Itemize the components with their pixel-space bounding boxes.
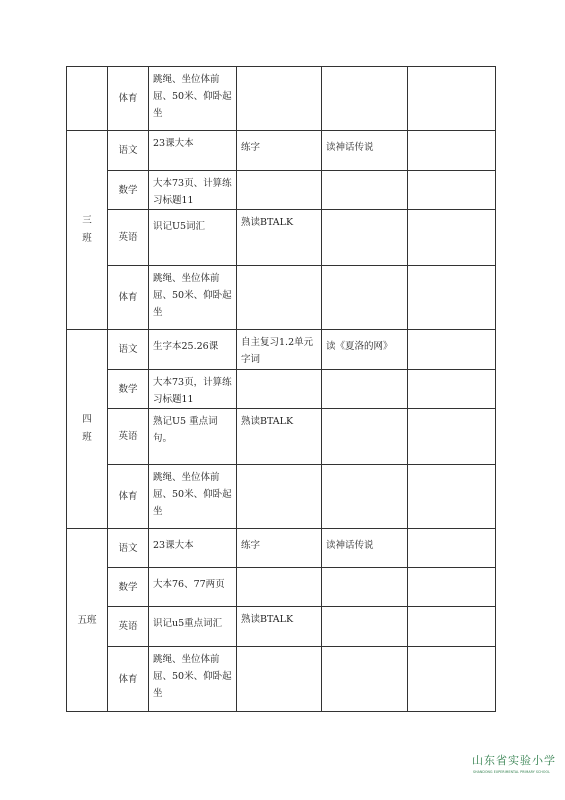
task-cell: 熟读BTALK — [237, 409, 322, 465]
subject-pe: 体育 — [108, 647, 149, 712]
empty-cell — [408, 210, 496, 266]
class-4-cell — [67, 330, 108, 529]
school-logo-name: 山东省实验小学 — [472, 754, 556, 767]
subject-chinese: 语文 — [108, 330, 149, 370]
task-cell — [322, 171, 408, 210]
task-cell: 熟读BTALK — [237, 210, 322, 266]
school-logo-subtitle: SHANDONG EXPERIMENTAL PRIMARY SCHOOL — [473, 770, 550, 774]
task-cell: 读《夏洛的网》 — [322, 330, 408, 370]
empty-cell — [408, 266, 496, 330]
table-row — [67, 607, 496, 647]
school-logo — [470, 746, 565, 786]
empty-cell — [408, 171, 496, 210]
task-cell: 跳绳、坐位体前屈、50米、仰卧起坐 — [149, 266, 237, 330]
task-cell: 跳绳、坐位体前屈、50米、仰卧起坐 — [149, 67, 237, 131]
task-cell — [237, 647, 322, 712]
table-row — [67, 210, 496, 266]
class-3-label-2: 班 — [82, 233, 92, 244]
task-cell: 23课大本 — [149, 529, 237, 568]
subject-english: 英语 — [108, 210, 149, 266]
task-cell — [237, 465, 322, 529]
task-cell — [322, 409, 408, 465]
table-row — [67, 409, 496, 465]
class-4-label-2: 班 — [82, 432, 92, 443]
subject-chinese: 语文 — [108, 131, 149, 171]
table-row — [67, 370, 496, 409]
task-cell: 练字 — [237, 529, 322, 568]
task-cell — [322, 210, 408, 266]
table-row — [67, 568, 496, 607]
empty-cell — [408, 465, 496, 529]
task-cell: 跳绳、坐位体前屈、50米、仰卧起坐 — [149, 465, 237, 529]
task-cell: 识记u5重点词汇 — [149, 607, 237, 647]
empty-cell — [408, 409, 496, 465]
class-cell — [67, 67, 108, 131]
subject-math: 数学 — [108, 568, 149, 607]
task-cell: 大本76、77两页 — [149, 568, 237, 607]
task-cell: 读神话传说 — [322, 529, 408, 568]
task-cell — [322, 568, 408, 607]
class-3-cell — [67, 131, 108, 330]
task-cell: 练字 — [237, 131, 322, 171]
empty-cell — [408, 131, 496, 171]
task-cell: 大本73页，计算练习标题11 — [149, 370, 237, 409]
class-5-cell: 五班 — [67, 529, 108, 712]
task-cell — [322, 67, 408, 131]
task-cell — [322, 370, 408, 409]
empty-cell — [408, 568, 496, 607]
task-cell — [237, 568, 322, 607]
subject-pe: 体育 — [108, 266, 149, 330]
task-cell — [322, 266, 408, 330]
table-row — [67, 171, 496, 210]
task-cell — [237, 370, 322, 409]
table-row — [67, 67, 496, 131]
table-row — [67, 465, 496, 529]
task-cell: 23课大本 — [149, 131, 237, 171]
task-cell — [322, 465, 408, 529]
table-row — [67, 529, 496, 568]
task-cell — [237, 266, 322, 330]
subject-pe: 体育 — [108, 465, 149, 529]
empty-cell — [408, 67, 496, 131]
table-row — [67, 330, 496, 370]
subject-math: 数学 — [108, 370, 149, 409]
empty-cell — [408, 529, 496, 568]
table-row — [67, 266, 496, 330]
class-4-label-1: 四 — [82, 414, 92, 425]
empty-cell — [408, 647, 496, 712]
task-cell: 读神话传说 — [322, 131, 408, 171]
task-cell: 跳绳、坐位体前屈、50米、仰卧起坐 — [149, 647, 237, 712]
task-cell: 自主复习1.2单元字词 — [237, 330, 322, 370]
task-cell: 识记U5词汇 — [149, 210, 237, 266]
table-row — [67, 131, 496, 171]
subject-english: 英语 — [108, 409, 149, 465]
table-row — [67, 647, 496, 712]
task-cell: 熟读BTALK — [237, 607, 322, 647]
subject-chinese: 语文 — [108, 529, 149, 568]
empty-cell — [408, 330, 496, 370]
task-cell: 熟记U5 重点词句。 — [149, 409, 237, 465]
task-cell — [322, 647, 408, 712]
task-cell — [322, 607, 408, 647]
task-cell: 生字本25.26课 — [149, 330, 237, 370]
task-cell — [237, 67, 322, 131]
subject-math: 数学 — [108, 171, 149, 210]
empty-cell — [408, 607, 496, 647]
empty-cell — [408, 370, 496, 409]
task-cell: 大本73页、计算练习标题11 — [149, 171, 237, 210]
subject-english: 英语 — [108, 607, 149, 647]
homework-table — [66, 66, 496, 712]
class-3-label-1: 三 — [82, 215, 92, 226]
subject-pe: 体育 — [108, 67, 149, 131]
task-cell — [237, 171, 322, 210]
